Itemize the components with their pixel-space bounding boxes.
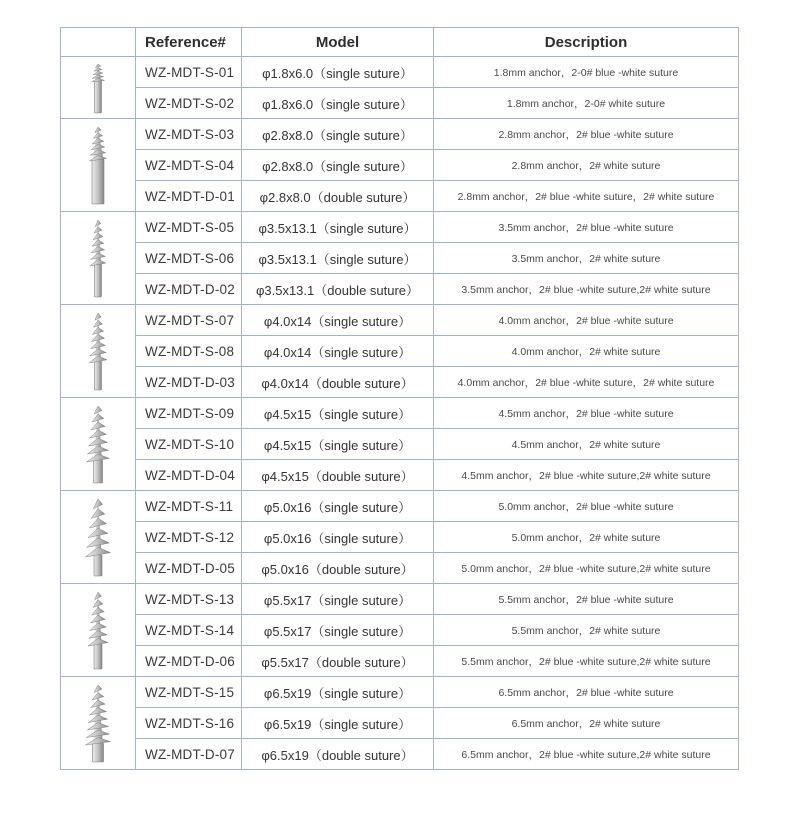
anchor-image-cell bbox=[61, 677, 136, 770]
4.0mm-anchor-screw-image bbox=[66, 310, 130, 392]
table-row bbox=[61, 212, 739, 243]
model-cell: φ6.5x19（single suture） bbox=[242, 677, 434, 708]
3.5mm-anchor-screw-image bbox=[66, 217, 130, 299]
description-cell: 2.8mm anchor，2# blue -white suture bbox=[434, 119, 739, 150]
model-cell: φ2.8x8.0（single suture） bbox=[242, 150, 434, 181]
reference-cell: WZ-MDT-S-14 bbox=[136, 615, 242, 646]
reference-cell: WZ-MDT-S-16 bbox=[136, 708, 242, 739]
description-cell: 4.5mm anchor，2# white suture bbox=[434, 429, 739, 460]
5.5mm-anchor-screw-image bbox=[66, 589, 130, 671]
description-cell: 6.5mm anchor，2# white suture bbox=[434, 708, 739, 739]
reference-cell: WZ-MDT-S-15 bbox=[136, 677, 242, 708]
anchor-image-cell bbox=[61, 305, 136, 398]
description-cell: 1.8mm anchor，2-0# white suture bbox=[434, 88, 739, 119]
model-cell: φ1.8x6.0（single suture） bbox=[242, 57, 434, 88]
table-row bbox=[61, 646, 739, 677]
table-row bbox=[61, 274, 739, 305]
reference-cell: WZ-MDT-D-07 bbox=[136, 739, 242, 770]
6.5mm-anchor-screw-image bbox=[66, 682, 130, 764]
1.8mm-anchor-screw-image bbox=[66, 61, 130, 115]
table-row bbox=[61, 739, 739, 770]
table-row bbox=[61, 460, 739, 491]
description-cell: 4.0mm anchor，2# blue -white suture bbox=[434, 305, 739, 336]
description-cell: 2.8mm anchor，2# blue -white suture，2# white suture bbox=[434, 181, 739, 212]
description-cell: 5.5mm anchor，2# blue -white suture bbox=[434, 584, 739, 615]
model-cell: φ1.8x6.0（single suture） bbox=[242, 88, 434, 119]
table-row bbox=[61, 336, 739, 367]
reference-cell: WZ-MDT-D-06 bbox=[136, 646, 242, 677]
reference-cell: WZ-MDT-S-11 bbox=[136, 491, 242, 522]
model-cell: φ3.5x13.1（double suture） bbox=[242, 274, 434, 305]
description-cell: 5.5mm anchor，2# white suture bbox=[434, 615, 739, 646]
description-cell: 4.5mm anchor，2# blue -white suture bbox=[434, 398, 739, 429]
description-cell: 3.5mm anchor，2# white suture bbox=[434, 243, 739, 274]
table-row bbox=[61, 522, 739, 553]
reference-cell: WZ-MDT-S-10 bbox=[136, 429, 242, 460]
reference-cell: WZ-MDT-D-03 bbox=[136, 367, 242, 398]
description-cell: 4.0mm anchor，2# white suture bbox=[434, 336, 739, 367]
description-cell: 4.0mm anchor，2# blue -white suture，2# white suture bbox=[434, 367, 739, 398]
table-row bbox=[61, 491, 739, 522]
table-row bbox=[61, 553, 739, 584]
header-row bbox=[61, 28, 739, 57]
table-row bbox=[61, 677, 739, 708]
description-cell: 3.5mm anchor，2# blue -white suture,2# white suture bbox=[434, 274, 739, 305]
2.8mm-anchor-screw-image bbox=[66, 124, 130, 206]
description-cell: 4.5mm anchor，2# blue -white suture,2# white suture bbox=[434, 460, 739, 491]
4.5mm-anchor-screw-image bbox=[66, 403, 130, 485]
table-row bbox=[61, 615, 739, 646]
table-row bbox=[61, 88, 739, 119]
description-cell: 6.5mm anchor，2# blue -white suture bbox=[434, 677, 739, 708]
table-row bbox=[61, 708, 739, 739]
model-cell: φ5.0x16（double suture） bbox=[242, 553, 434, 584]
reference-column-header: Reference# bbox=[136, 28, 242, 57]
description-cell: 5.0mm anchor，2# white suture bbox=[434, 522, 739, 553]
reference-cell: WZ-MDT-S-07 bbox=[136, 305, 242, 336]
reference-cell: WZ-MDT-S-01 bbox=[136, 57, 242, 88]
table-row bbox=[61, 150, 739, 181]
reference-cell: WZ-MDT-S-03 bbox=[136, 119, 242, 150]
model-cell: φ3.5x13.1（single suture） bbox=[242, 212, 434, 243]
description-cell: 1.8mm anchor，2-0# blue -white suture bbox=[434, 57, 739, 88]
model-cell: φ4.0x14（single suture） bbox=[242, 305, 434, 336]
table-row bbox=[61, 367, 739, 398]
anchor-image-cell bbox=[61, 398, 136, 491]
description-cell: 6.5mm anchor，2# blue -white suture,2# white suture bbox=[434, 739, 739, 770]
anchor-image-cell bbox=[61, 584, 136, 677]
model-cell: φ2.8x8.0（single suture） bbox=[242, 119, 434, 150]
image-column-header bbox=[61, 28, 136, 57]
table-row bbox=[61, 398, 739, 429]
table-row bbox=[61, 584, 739, 615]
model-cell: φ3.5x13.1（single suture） bbox=[242, 243, 434, 274]
description-cell: 3.5mm anchor，2# blue -white suture bbox=[434, 212, 739, 243]
model-cell: φ4.5x15（single suture） bbox=[242, 398, 434, 429]
product-table bbox=[60, 27, 739, 770]
reference-cell: WZ-MDT-S-13 bbox=[136, 584, 242, 615]
model-cell: φ4.0x14（single suture） bbox=[242, 336, 434, 367]
reference-cell: WZ-MDT-S-12 bbox=[136, 522, 242, 553]
reference-cell: WZ-MDT-D-04 bbox=[136, 460, 242, 491]
table-row bbox=[61, 429, 739, 460]
model-column-header: Model bbox=[242, 28, 434, 57]
reference-cell: WZ-MDT-S-04 bbox=[136, 150, 242, 181]
table-row bbox=[61, 305, 739, 336]
model-cell: φ2.8x8.0（double suture） bbox=[242, 181, 434, 212]
table-row bbox=[61, 57, 739, 88]
reference-cell: WZ-MDT-S-06 bbox=[136, 243, 242, 274]
5.0mm-anchor-screw-image bbox=[66, 496, 130, 578]
reference-cell: WZ-MDT-S-09 bbox=[136, 398, 242, 429]
anchor-image-cell bbox=[61, 212, 136, 305]
model-cell: φ5.5x17（double suture） bbox=[242, 646, 434, 677]
model-cell: φ6.5x19（single suture） bbox=[242, 708, 434, 739]
model-cell: φ4.5x15（single suture） bbox=[242, 429, 434, 460]
model-cell: φ5.0x16（single suture） bbox=[242, 491, 434, 522]
model-cell: φ4.5x15（double suture） bbox=[242, 460, 434, 491]
anchor-image-cell bbox=[61, 119, 136, 212]
description-cell: 5.5mm anchor，2# blue -white suture,2# white suture bbox=[434, 646, 739, 677]
table-row bbox=[61, 119, 739, 150]
reference-cell: WZ-MDT-S-05 bbox=[136, 212, 242, 243]
description-cell: 5.0mm anchor，2# blue -white suture,2# white suture bbox=[434, 553, 739, 584]
reference-cell: WZ-MDT-S-08 bbox=[136, 336, 242, 367]
anchor-image-cell bbox=[61, 57, 136, 119]
reference-cell: WZ-MDT-D-05 bbox=[136, 553, 242, 584]
model-cell: φ4.0x14（double suture） bbox=[242, 367, 434, 398]
table-row bbox=[61, 181, 739, 212]
model-cell: φ5.5x17（single suture） bbox=[242, 615, 434, 646]
model-cell: φ5.0x16（single suture） bbox=[242, 522, 434, 553]
table-row bbox=[61, 243, 739, 274]
table-body bbox=[61, 57, 739, 770]
model-cell: φ5.5x17（single suture） bbox=[242, 584, 434, 615]
description-cell: 2.8mm anchor，2# white suture bbox=[434, 150, 739, 181]
description-cell: 5.0mm anchor，2# blue -white suture bbox=[434, 491, 739, 522]
reference-cell: WZ-MDT-S-02 bbox=[136, 88, 242, 119]
reference-cell: WZ-MDT-D-02 bbox=[136, 274, 242, 305]
reference-cell: WZ-MDT-D-01 bbox=[136, 181, 242, 212]
description-column-header: Description bbox=[434, 28, 739, 57]
anchor-image-cell bbox=[61, 491, 136, 584]
model-cell: φ6.5x19（double suture） bbox=[242, 739, 434, 770]
